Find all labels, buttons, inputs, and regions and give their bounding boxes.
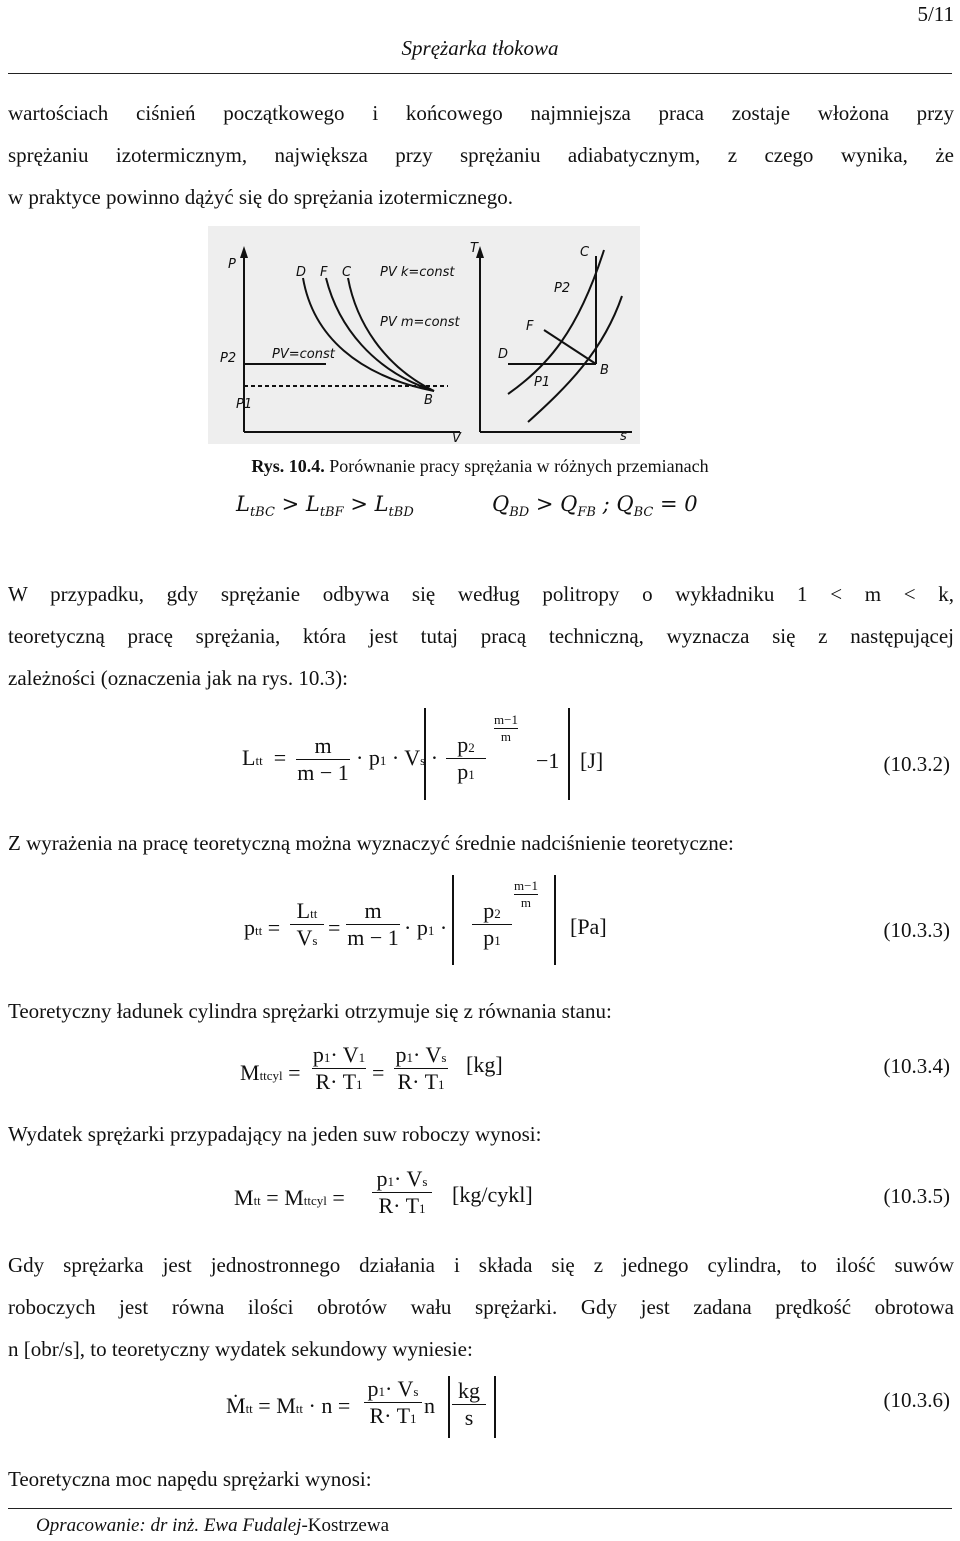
eq6-unit-fraction: $\frac{kg}{s}$ — [452, 1378, 486, 1431]
paragraph-line: Z wyrażenia na pracę teoretyczną można wyznaczyć średnie nadciśnienie teoretyczne: — [8, 831, 734, 855]
eq2-unit: [J] — [580, 748, 604, 773]
figure-caption — [0, 456, 960, 477]
curve-isotherm — [303, 278, 434, 391]
eq2-fraction: $\frac{m}{m - 1}$ — [297, 733, 349, 785]
eq6-number: (10.3.6) — [883, 1388, 950, 1412]
label-f: F — [320, 265, 328, 280]
paragraph-line: wartościach ciśnień początkowego i końcowego najmniejsza praca zostaje włożona przy — [8, 101, 954, 125]
label-d: D — [296, 265, 307, 280]
isobar-p2 — [508, 250, 604, 394]
paragraph-line: zależności (oznaczenia jak na rys. 10.3): — [8, 666, 348, 690]
right-y-label: T — [470, 241, 478, 256]
diagram-svg — [208, 226, 640, 444]
paragraph-line: Teoretyczny ładunek cylindra sprężarki otrzymuje się z równania stanu: — [8, 999, 612, 1023]
paragraph-line: W przypadku, gdy sprężanie odbywa się według politropy o wykładniku 1 < m < k, — [8, 582, 954, 606]
eq3-fraction-m: $\frac{m}{m - 1}$ — [347, 898, 399, 950]
label-curve-m: PV m=const — [380, 315, 460, 330]
isobar-p1 — [528, 296, 622, 422]
eq3-exponent: m−1 m — [514, 878, 538, 910]
eq3-number: (10.3.3) — [883, 918, 950, 942]
eq2-lhs: Ltt = — [242, 745, 287, 770]
label-f-ts: F — [526, 319, 534, 334]
header-rule — [8, 73, 952, 74]
heat-relation: $Q_{BD} > Q_{FB}$ ; $Q_{BC} = 0$ — [492, 492, 698, 521]
eq4-fraction-1: $\frac{p1\cdot V1}{R\cdot T1}$ — [312, 1042, 366, 1094]
eq6-lhs: Ṁtt = Mtt · n = — [226, 1393, 351, 1418]
eq6-n: n — [424, 1393, 435, 1418]
line-b-f — [544, 330, 596, 364]
curve-adiabat — [348, 278, 434, 391]
label-p2-ts: P2 — [554, 281, 571, 296]
eq5-fraction: $\frac{p1\cdot Vs}{R\cdot T1}$ — [372, 1166, 432, 1219]
label-curve-iso: PV=const — [272, 347, 335, 362]
label-p2: P2 — [220, 351, 237, 366]
paragraph-line: n [obr/s], to teoretyczny wydatek sekundowy wyniesie: — [8, 1337, 473, 1361]
running-header: Sprężarka tłokowa — [401, 36, 559, 60]
label-c-ts: C — [580, 245, 590, 260]
label-d-ts: D — [498, 347, 509, 362]
eq4-eq: = — [372, 1060, 385, 1085]
figure-pv-ts-diagram — [208, 226, 640, 444]
paragraph-line: sprężaniu izotermicznym, największa przy sprężaniu adiabatycznym, z czego wynika, że — [8, 143, 954, 167]
left-y-label: P — [228, 257, 236, 272]
paragraph-line: Gdy sprężarka jest jednostronnego działania i składa się z jednego cylindra, to ilość suwów — [8, 1253, 954, 1277]
footer-author — [36, 1515, 389, 1537]
eq6-fraction: $\frac{p1\cdot Vs}{R\cdot T1}$ — [364, 1376, 422, 1429]
right-x-label: s — [620, 429, 627, 444]
eq2-factor: · p1 · Vs · — [356, 745, 439, 770]
eq3-unit: [Pa] — [570, 914, 607, 939]
caption-number: Rys. 10.4. — [251, 456, 325, 476]
paragraph-line: roboczych jest równa ilości obrotów wału sprężarki. Gdy jest zadana prędkość obrotowa — [8, 1295, 954, 1319]
eq4-number: (10.3.4) — [883, 1054, 950, 1078]
page-number: 5/11 — [917, 2, 954, 26]
eq2-pressure-ratio: $\frac{p2}{p1}$ — [446, 732, 486, 785]
eq3-pressure-ratio: $\frac{p2}{p1}$ — [472, 898, 512, 951]
eq3-eq: = — [328, 915, 341, 940]
footer-rule — [8, 1508, 952, 1509]
label-curve-k: PV k=const — [380, 265, 455, 280]
eq2-minus-one: −1 — [536, 748, 560, 773]
eq3-fraction-l: Ltt Vs — [290, 898, 324, 951]
left-x-label: V — [452, 431, 461, 444]
work-relation: $L_{tBC} > L_{tBF} > L_{tBD}$ — [236, 492, 414, 521]
footer-author-suffix: -Kostrzewa — [301, 1515, 390, 1536]
eq2-number: (10.3.2) — [883, 752, 950, 776]
eq4-unit: [kg] — [466, 1052, 503, 1077]
eq3-lhs: ptt = — [244, 915, 281, 940]
caption-text: Porównanie pracy sprężania w różnych przemianach — [329, 456, 709, 476]
eq5-number: (10.3.5) — [883, 1184, 950, 1208]
eq4-lhs: Mttcyl = — [240, 1060, 301, 1085]
eq5-unit: [kg/cykl] — [452, 1182, 533, 1207]
eq4-fraction-2: $\frac{p1\cdot Vs}{R\cdot T1}$ — [395, 1042, 447, 1094]
label-c: C — [342, 265, 352, 280]
paragraph-line: Teoretyczna moc napędu sprężarki wynosi: — [8, 1467, 372, 1491]
eq3-factor: · p1 · — [404, 915, 448, 940]
eq5-lhs: Mtt = Mttcyl = — [234, 1185, 345, 1210]
footer-author-name: Opracowanie: dr inż. Ewa Fudalej — [36, 1515, 302, 1536]
label-b-ts: B — [600, 363, 609, 378]
paragraph-line: teoretyczną pracę sprężania, która jest tutaj pracą techniczną, wyznacza się z następującej — [8, 624, 954, 648]
label-p1-ts: P1 — [534, 375, 551, 390]
label-b: B — [424, 393, 433, 408]
paragraph-line: Wydatek sprężarki przypadający na jeden suw roboczy wynosi: — [8, 1122, 542, 1146]
paragraph-line: w praktyce powinno dążyć się do sprężania izotermicznego. — [8, 185, 513, 209]
eq2-exponent: m−1 m — [494, 712, 518, 744]
label-p1: P1 — [236, 397, 253, 412]
